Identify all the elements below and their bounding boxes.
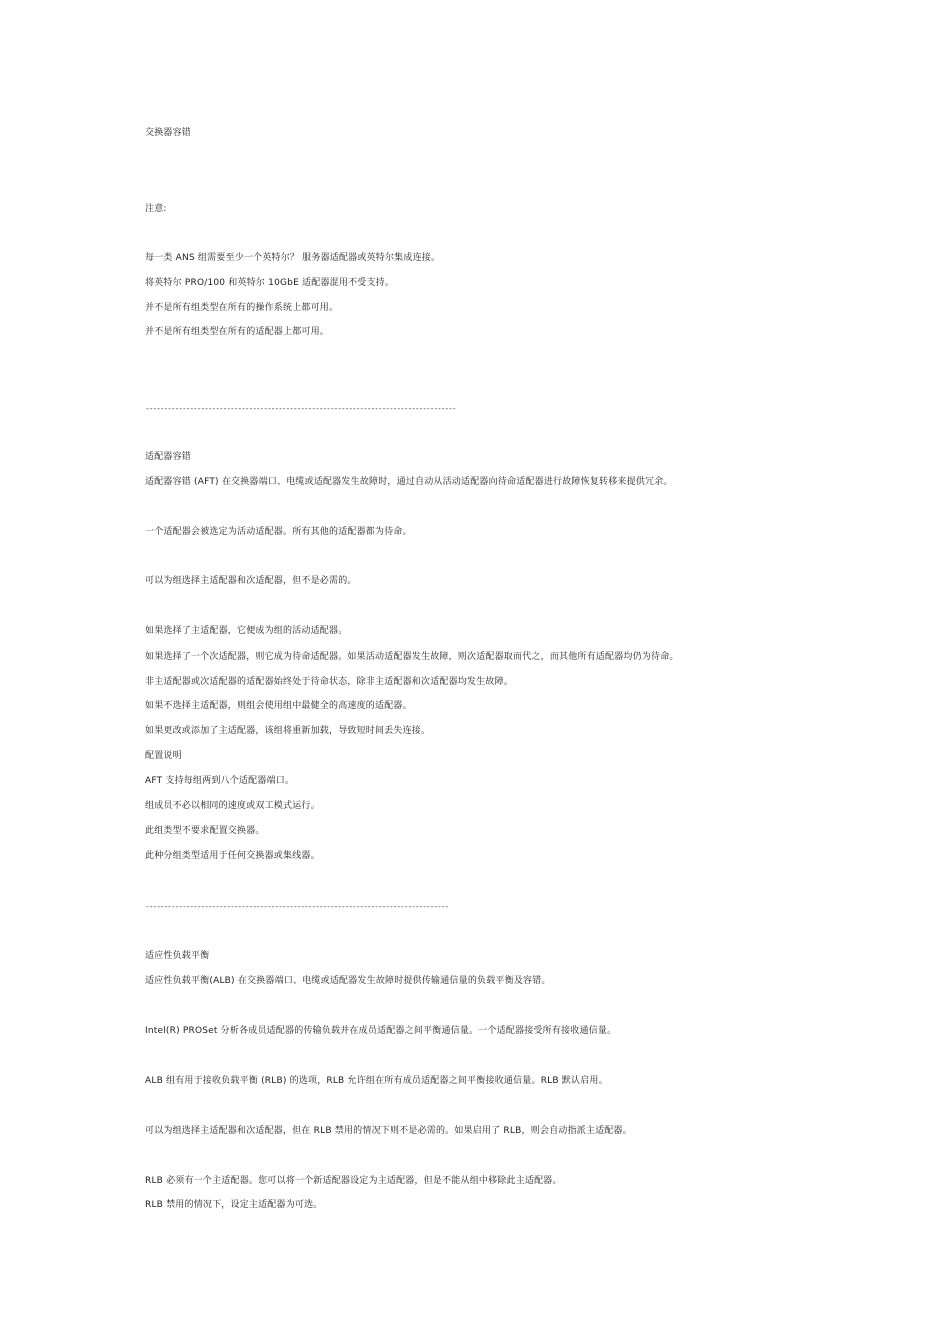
config-item: AFT 支持每组两到八个适配器端口。 [145,776,295,786]
aft-bullet: 如果更改或添加了主适配器，该组将重新加载，导致短时间丢失连接。 [145,726,431,736]
section-title: 交换器容错 [145,128,192,138]
divider: ------------------------------------------------------------------------------------ [145,404,456,413]
aft-bullet: 如果不选择主适配器，则组会使用组中最健全的高速度的适配器。 [145,701,412,711]
alb-paragraph: Intel(R) PROSet 分析各成员适配器的传输负载并在成员适配器之间平衡通信量。一个适配器接受所有接收通信量。 [145,1026,617,1036]
aft-intro: 适配器容错 (AFT) 在交换器端口、电缆或适配器发生故障时，通过自动从活动适配器向待命适配器进行故障恢复转移来提供冗余。 [145,477,673,487]
note-label: 注意: [145,204,167,214]
note-item: 并不是所有组类型在所有的适配器上都可用。 [145,327,330,337]
alb-paragraph: ALB 组有用于接收负载平衡 (RLB) 的选项，RLB 允许组在所有成员适配器之间平衡接收通信量。RLB 默认启用。 [145,1076,608,1086]
config-item: 此组类型不要求配置交换器。 [145,826,265,836]
config-heading: 配置说明 [145,751,182,761]
aft-bullet: 非主适配器或次适配器的适配器始终处于待命状态，除非主适配器和次适配器均发生故障。 [145,677,514,687]
aft-paragraph: 一个适配器会被选定为活动适配器。所有其他的适配器都为待命。 [145,527,412,537]
alb-heading: 适应性负载平衡 [145,951,210,961]
aft-paragraph: 可以为组选择主适配器和次适配器，但不是必需的。 [145,576,357,586]
divider: ---------------------------------------------------------------------------------- [145,902,449,911]
aft-bullet: 如果选择了主适配器，它便成为组的活动适配器。 [145,626,348,636]
aft-bullet: 如果选择了一个次适配器，则它成为待命适配器。如果活动适配器发生故障，则次适配器取而代之，而其他所有适配器均仍为待命。 [145,652,679,662]
aft-heading: 适配器容错 [145,452,192,462]
config-item: 此种分组类型适用于任何交换器或集线器。 [145,851,320,861]
alb-intro: 适应性负载平衡(ALB) 在交换器端口、电缆或适配器发生故障时提供传输通信量的负载平衡及容错。 [145,976,551,986]
note-item: 每一类 ANS 组需要至少一个英特尔？ 服务器适配器或英特尔集成连接。 [145,253,441,263]
alb-paragraph: RLB 必须有一个主适配器。您可以将一个新适配器设定为主适配器，但是不能从组中移除此主适配器。 [145,1176,562,1186]
alb-paragraph: RLB 禁用的情况下，设定主适配器为可选。 [145,1200,323,1210]
note-item: 将英特尔 PRO/100 和英特尔 10GbE 适配器混用不受支持。 [145,278,395,288]
note-item: 并不是所有组类型在所有的操作系统上都可用。 [145,303,339,313]
config-item: 组成员不必以相同的速度或双工模式运行。 [145,801,320,811]
alb-paragraph: 可以为组选择主适配器和次适配器，但在 RLB 禁用的情况下则不是必需的。如果启用了 RLB，则会自动指派主适配器。 [145,1126,632,1136]
